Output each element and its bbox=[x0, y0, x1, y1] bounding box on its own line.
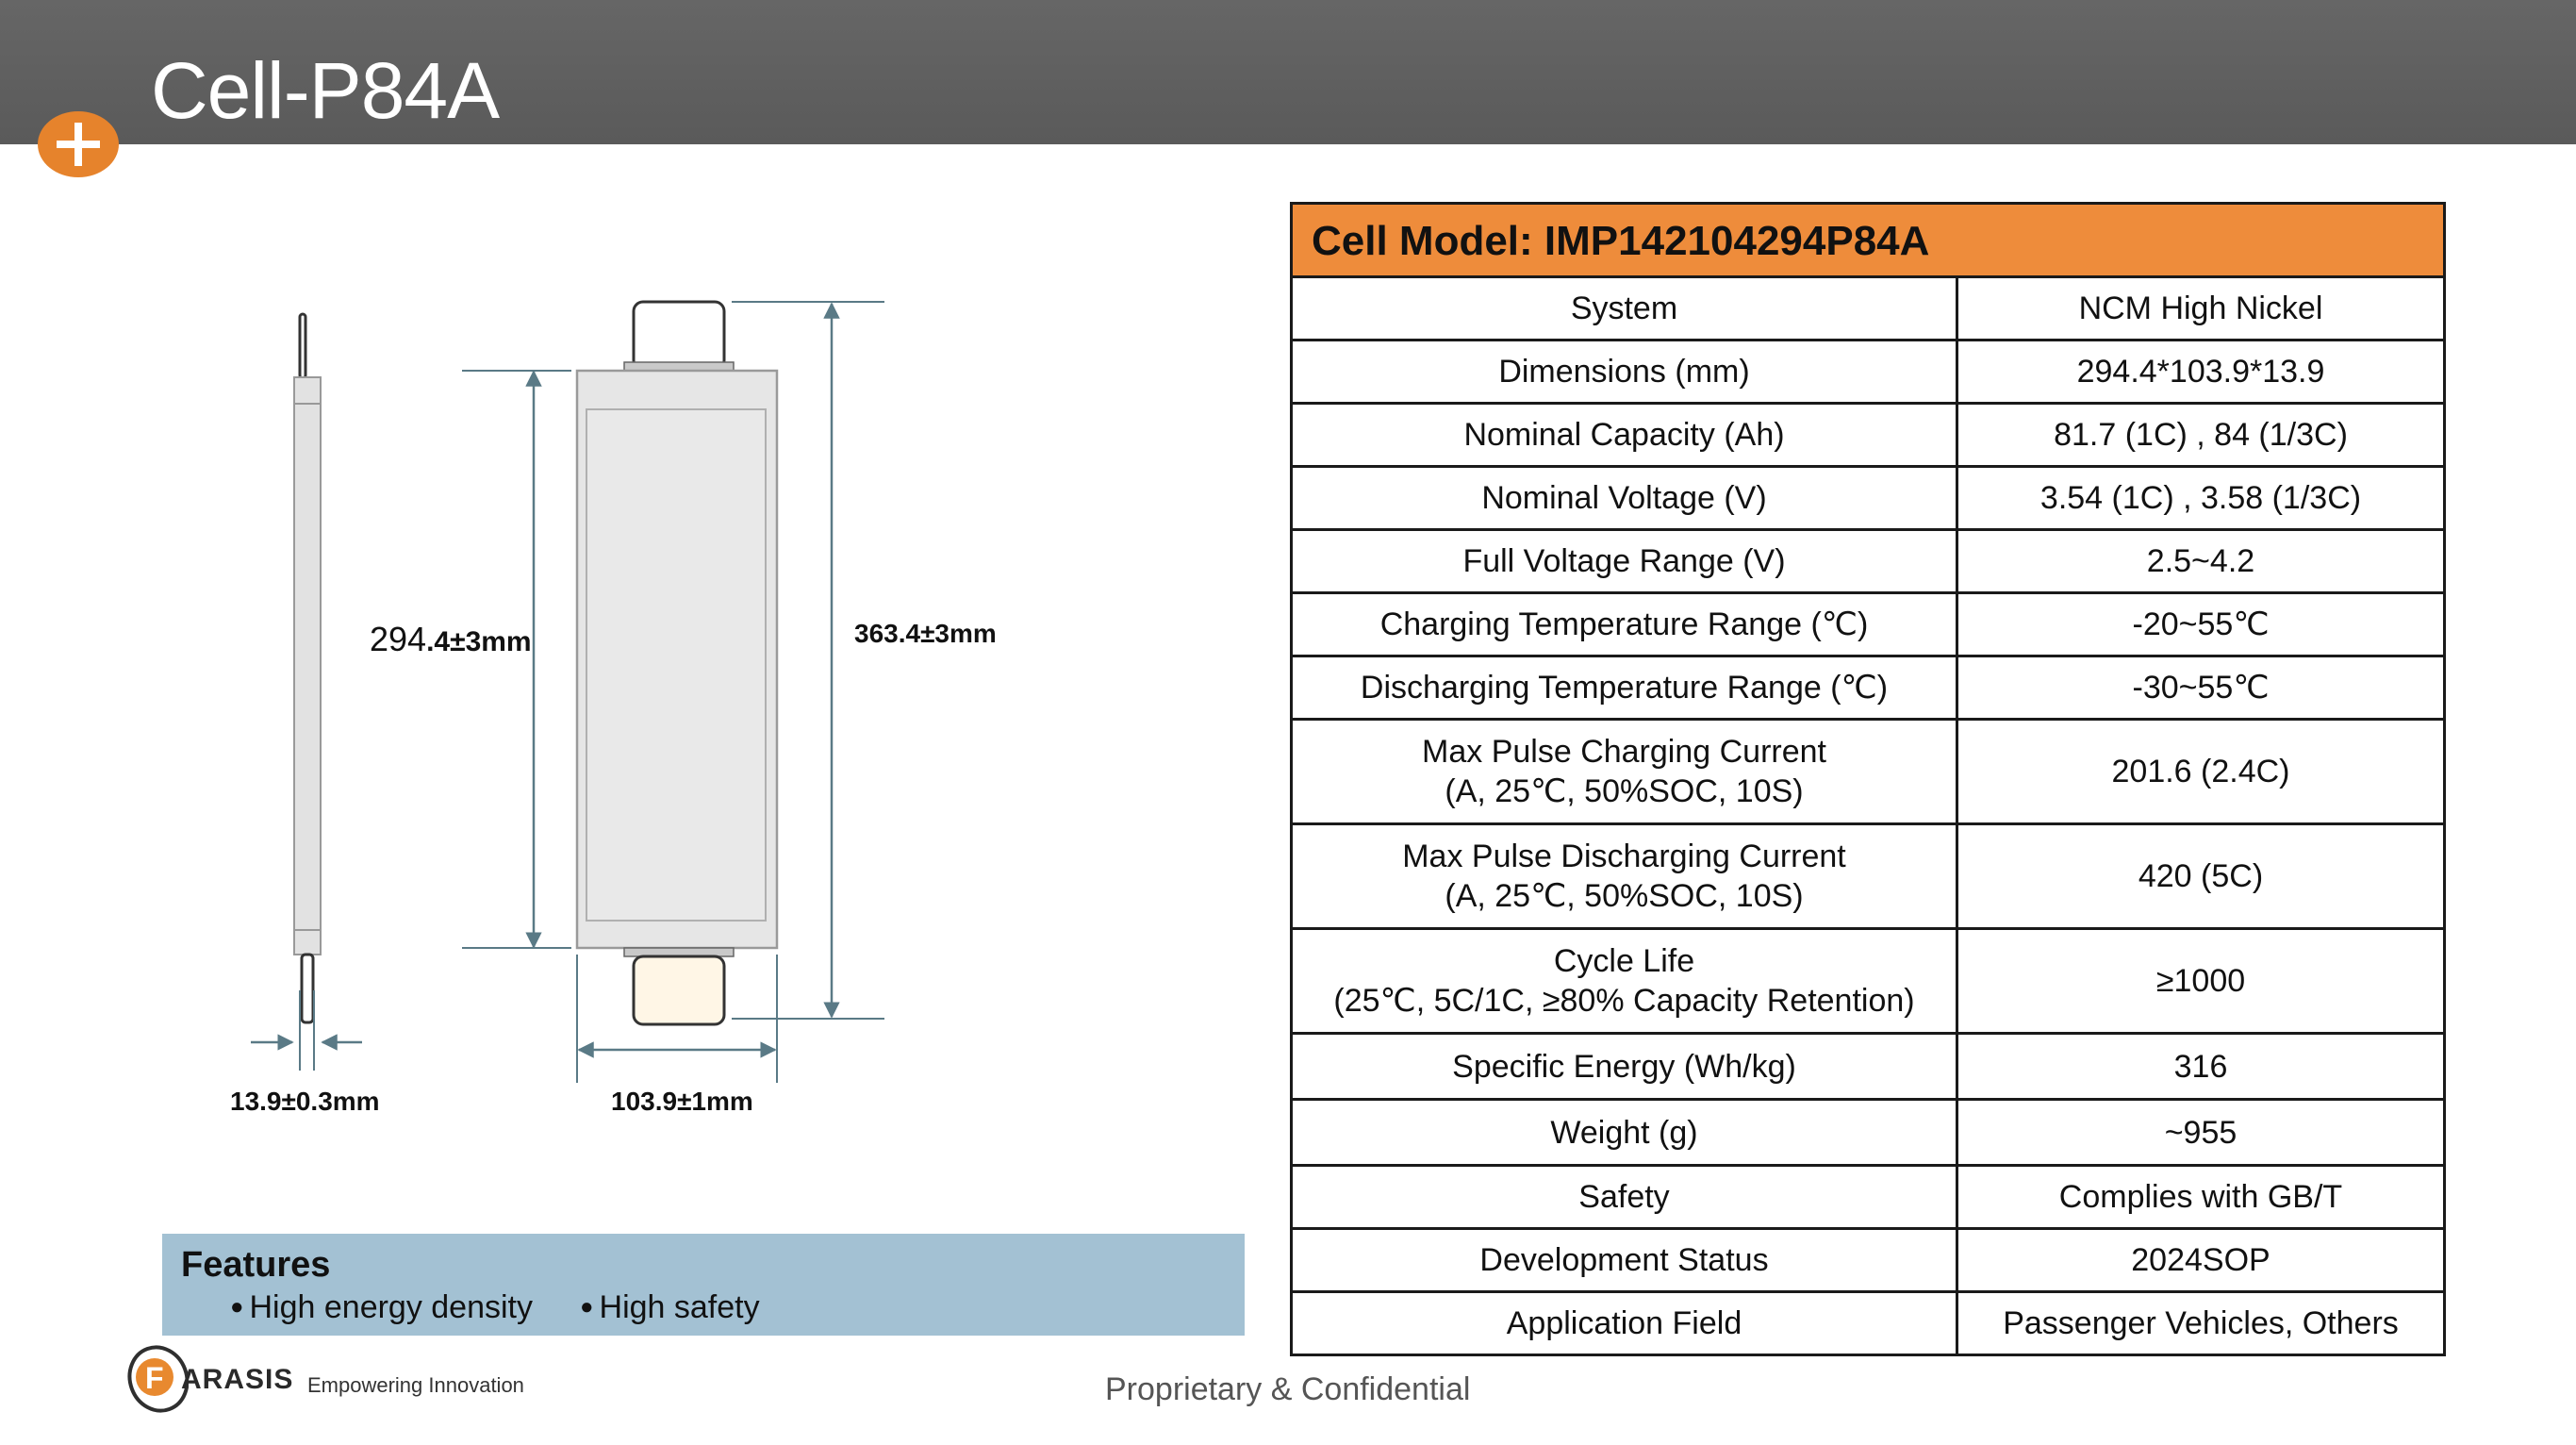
table-row bbox=[1293, 278, 2443, 341]
confidential-notice: Proprietary & Confidential bbox=[1105, 1371, 1471, 1407]
table-row bbox=[1293, 1035, 2443, 1101]
table-row bbox=[1293, 930, 2443, 1035]
row-value: -30~55℃ bbox=[2132, 670, 2270, 706]
side-view bbox=[251, 314, 362, 1071]
spec-table-header: Cell Model: IMP142104294P84A bbox=[1293, 205, 2443, 278]
table-row bbox=[1293, 531, 2443, 594]
row-value: 316 bbox=[2173, 1048, 2228, 1085]
row-value: Passenger Vehicles, Others bbox=[2003, 1305, 2399, 1341]
row-value: 81.7 (1C) , 84 (1/3C) bbox=[2054, 417, 2348, 453]
row-value: Complies with GB/T bbox=[2058, 1179, 2343, 1215]
logo-tagline: Empowering Innovation bbox=[307, 1373, 524, 1397]
table-row bbox=[1293, 825, 2443, 930]
table-row bbox=[1293, 657, 2443, 721]
row-label: Full Voltage Range (V) bbox=[1293, 531, 1958, 591]
row-value: ≥1000 bbox=[2155, 963, 2246, 999]
row-label: Safety bbox=[1293, 1167, 1958, 1227]
row-label: Application Field bbox=[1293, 1293, 1958, 1354]
table-row bbox=[1293, 341, 2443, 405]
row-value: 420 (5C) bbox=[2138, 858, 2264, 894]
height-dimension-label: 294.4±3mm bbox=[370, 620, 532, 658]
table-row bbox=[1293, 405, 2443, 468]
row-label: Development Status bbox=[1293, 1230, 1958, 1290]
table-row bbox=[1293, 468, 2443, 531]
feature-item: ● High safety bbox=[580, 1287, 760, 1328]
row-value: NCM High Nickel bbox=[2078, 291, 2323, 326]
row-label: Nominal Capacity (Ah) bbox=[1293, 405, 1958, 465]
total-height-dimension-label: 363.4±3mm bbox=[854, 619, 997, 648]
features-panel bbox=[162, 1234, 1245, 1336]
row-label: Charging Temperature Range (℃) bbox=[1293, 594, 1958, 655]
table-row bbox=[1293, 594, 2443, 657]
page-title: Cell-P84A bbox=[151, 46, 500, 135]
features-list bbox=[230, 1287, 1245, 1328]
row-label: Cycle Life (25℃, 5C/1C, ≥80% Capacity Retention) bbox=[1293, 930, 1958, 1032]
logo-mark bbox=[123, 1339, 189, 1415]
row-value: 2024SOP bbox=[2131, 1242, 2271, 1278]
row-label: Specific Energy (Wh/kg) bbox=[1293, 1035, 1958, 1098]
table-row bbox=[1293, 1101, 2443, 1167]
row-label: Discharging Temperature Range (℃) bbox=[1293, 657, 1958, 718]
width-dimension-label: 103.9±1mm bbox=[611, 1087, 753, 1116]
row-label: Max Pulse Discharging Current (A, 25℃, 50%SOC, 10S) bbox=[1293, 825, 1958, 927]
row-label: Nominal Voltage (V) bbox=[1293, 468, 1958, 528]
feature-item: ● High energy density bbox=[230, 1287, 533, 1328]
row-label: Dimensions (mm) bbox=[1293, 341, 1958, 402]
row-label: Max Pulse Charging Current (A, 25℃, 50%SOC, 10S) bbox=[1293, 721, 1958, 822]
row-value: ~955 bbox=[2164, 1114, 2237, 1151]
thickness-dimension-label: 13.9±0.3mm bbox=[230, 1087, 380, 1116]
row-value: 2.5~4.2 bbox=[2146, 543, 2255, 579]
front-view bbox=[370, 302, 997, 1083]
row-value: 201.6 (2.4C) bbox=[2111, 754, 2290, 789]
table-row bbox=[1293, 1167, 2443, 1230]
logo-text: ARASIS bbox=[181, 1364, 294, 1395]
features-title: Features bbox=[181, 1245, 331, 1285]
svg-text:F: F bbox=[145, 1361, 164, 1395]
row-label: System bbox=[1293, 278, 1958, 339]
table-row bbox=[1293, 721, 2443, 825]
row-label: Weight (g) bbox=[1293, 1101, 1958, 1164]
table-row bbox=[1293, 1293, 2443, 1354]
row-value: 294.4*103.9*13.9 bbox=[2076, 354, 2325, 390]
table-row bbox=[1293, 1230, 2443, 1293]
spec-table bbox=[1290, 202, 2446, 1356]
row-value: -20~55℃ bbox=[2132, 606, 2270, 642]
row-value: 3.54 (1C) , 3.58 (1/3C) bbox=[2039, 480, 2362, 516]
cell-drawing bbox=[0, 0, 1273, 1226]
